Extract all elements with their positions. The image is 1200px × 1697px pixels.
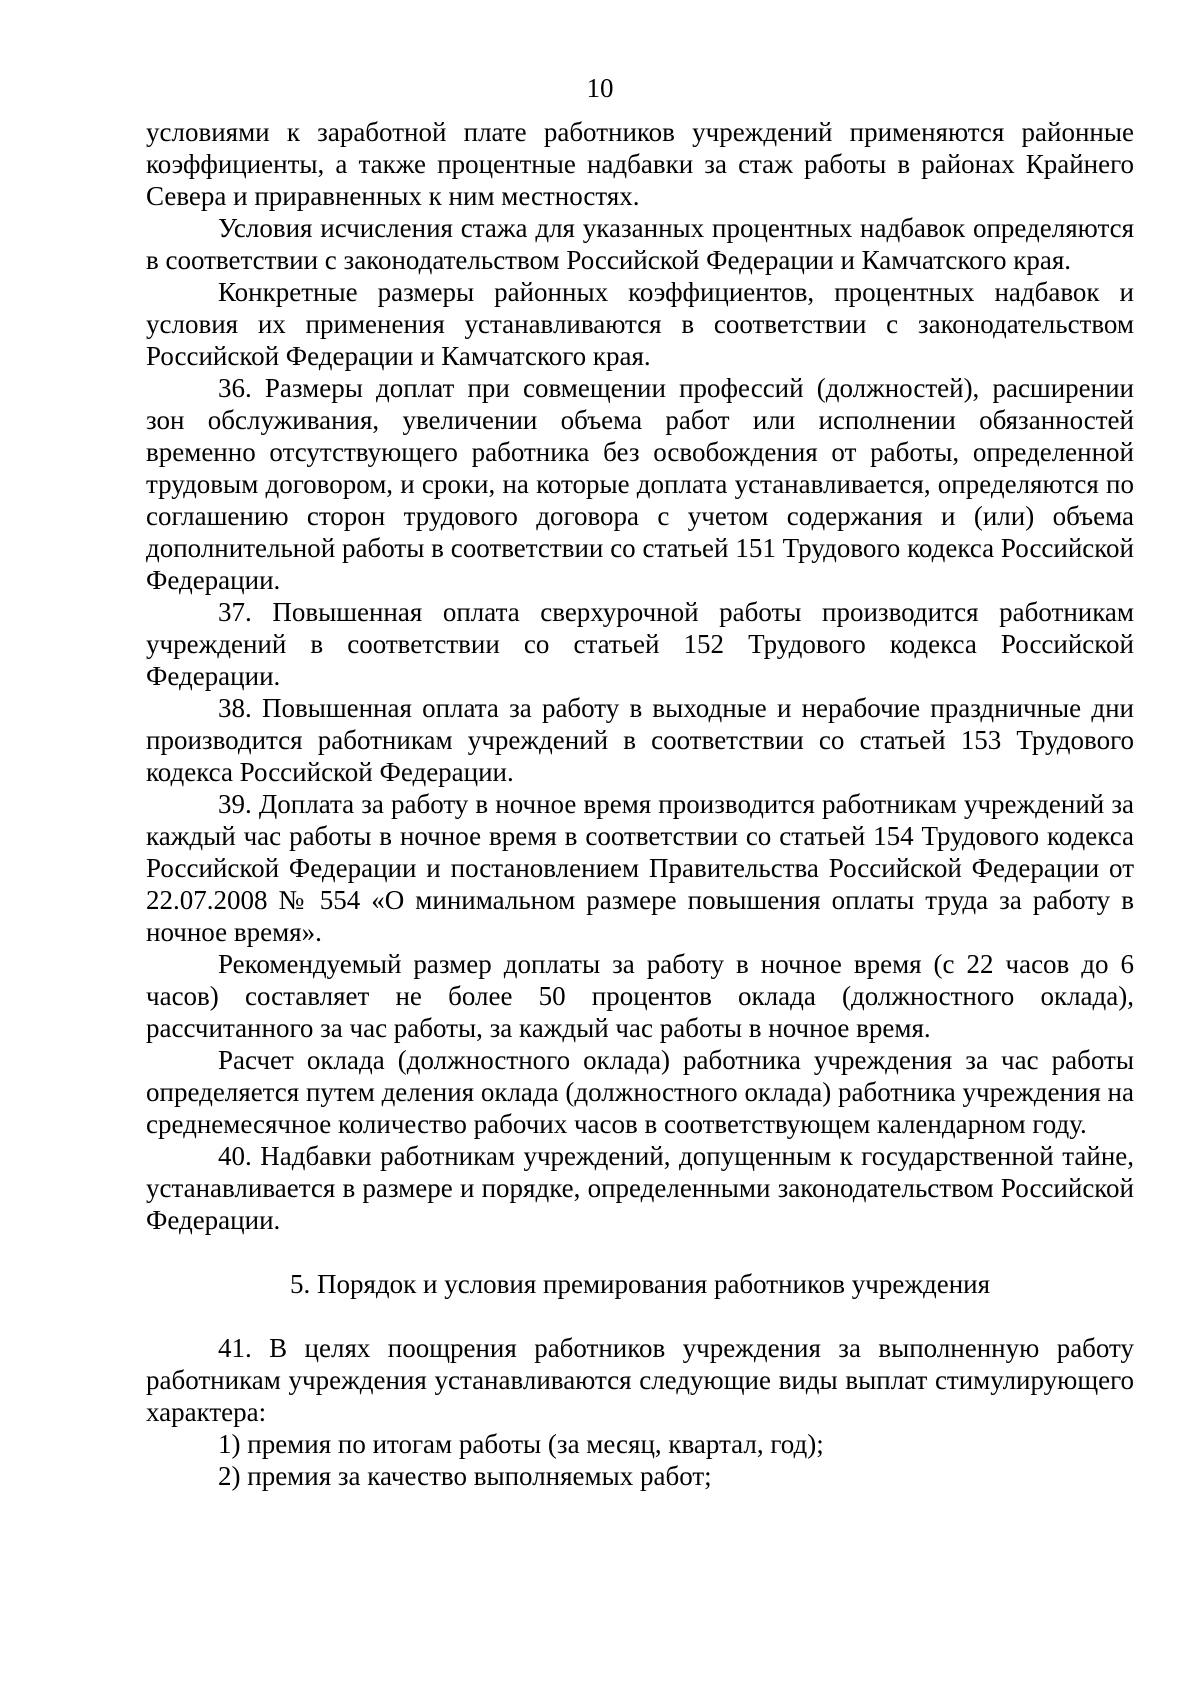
list-item: 1) премия по итогам работы (за месяц, квартал, год); (218, 1429, 824, 1459)
paragraph-item-37: 37. Повышенная оплата сверхурочной работы производится работникам учреждений в соответствии со статьей 152 Трудового кодекса Российской Федерации. (146, 597, 1134, 691)
paragraph-item-41: 41. В целях поощрения работников учреждения за выполненную работу работникам учреждения устанавливаются следующие виды выплат стимулирующего характера: (146, 1333, 1134, 1427)
paragraph-item-38: 38. Повышенная оплата за работу в выходные и нерабочие праздничные дни производится работникам учреждений в соответствии со статьей 153 Трудового кодекса Российской Федерации. (146, 693, 1134, 787)
paragraph: Условия исчисления стажа для указанных процентных надбавок определяются в соответствии с законодательством Российской Федерации и Камчатского края. (146, 213, 1134, 275)
list-item: 2) премия за качество выполняемых работ; (218, 1461, 712, 1491)
paragraph: Конкретные размеры районных коэффициентов, процентных надбавок и условия их применения устанавливаются в соответствии с законодательством Российской Федерации и Камчатского края. (146, 277, 1134, 371)
section-heading: 5. Порядок и условия премирования работников учреждения (289, 1269, 991, 1299)
paragraph: Рекомендуемый размер доплаты за работу в ночное время (с 22 часов до 6 часов) составляет не более 50 процентов оклада (должностного оклада), рассчитанного за час работы, за каждый час работы в ночное время. (146, 949, 1134, 1043)
page-number: 10 (586, 73, 614, 103)
paragraph-item-40: 40. Надбавки работникам учреждений, допущенным к государственной тайне, устанавливается в размере и порядке, определенными законодательством Российской Федерации. (146, 1141, 1134, 1235)
paragraph-continuation: условиями к заработной плате работников учреждений применяются районные коэффициенты, а также процентные надбавки за стаж работы в районах Крайнего Севера и приравненных к ним местностях. (146, 117, 1134, 211)
paragraph-item-36: 36. Размеры доплат при совмещении профессий (должностей), расширении зон обслуживания, увеличении объема работ или исполнении обязанностей временно отсутствующего работника без освобождения от работы, определенной трудовым договором, и сроки, на которые доплата устанавливается, определяются по соглашению сторон трудового договора с учетом содержания и (или) объема дополнительной работы в соответствии со статьей 151 Трудового кодекса Российской Федерации. (146, 373, 1134, 595)
paragraph-item-39: 39. Доплата за работу в ночное время производится работникам учреждений за каждый час работы в ночное время в соответствии со статьей 154 Трудового кодекса Российской Федерации и постановлением Правительства Российской Федерации от 22.07.2008 № 554 «О минимальном размере повышения оплаты труда за работу в ночное время». (146, 789, 1134, 947)
paragraph: Расчет оклада (должностного оклада) работника учреждения за час работы определяется путем деления оклада (должностного оклада) работника учреждения на среднемесячное количество рабочих часов в соответствующем календарном году. (146, 1045, 1134, 1139)
document-body (146, 116, 1134, 1492)
